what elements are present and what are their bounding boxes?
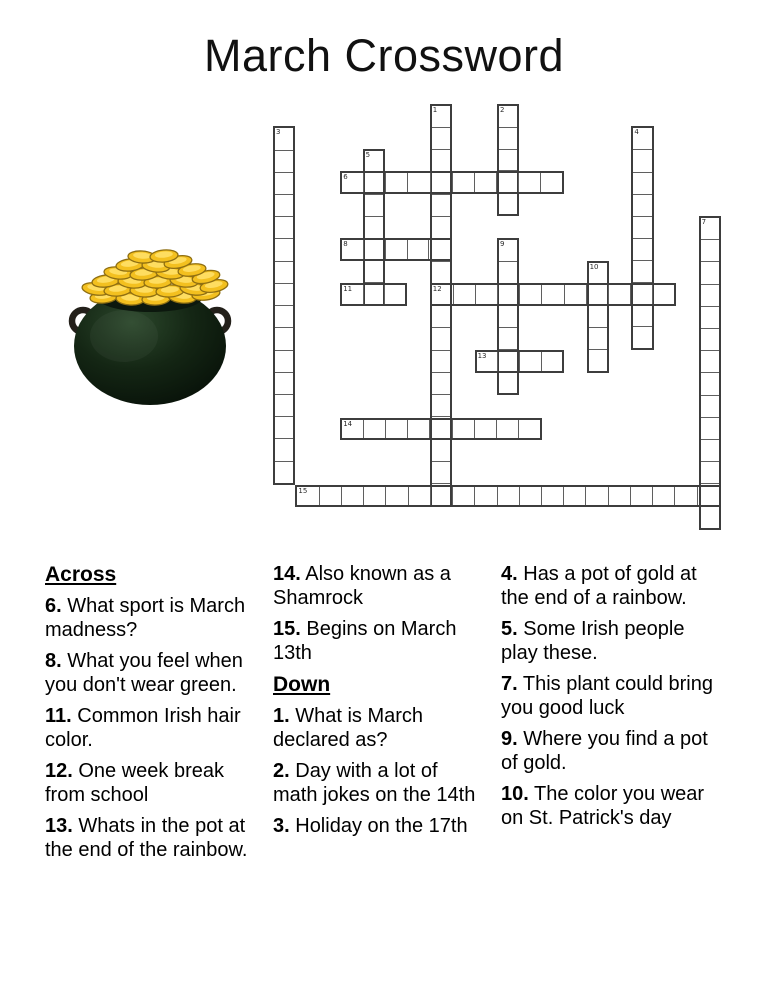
cell-number: 10 [589, 262, 599, 271]
grid-cell[interactable] [631, 285, 653, 303]
grid-cell[interactable] [432, 328, 450, 350]
grid-cell[interactable] [409, 487, 431, 505]
grid-cell[interactable] [701, 462, 719, 484]
grid-cell[interactable] [432, 217, 450, 239]
grid-cell[interactable] [589, 263, 607, 285]
grid-cell[interactable] [275, 306, 293, 328]
grid-cell[interactable] [275, 284, 293, 306]
grid-cell[interactable] [364, 420, 386, 438]
grid-cell[interactable] [453, 173, 475, 191]
grid-cell[interactable] [342, 173, 364, 191]
grid-cell[interactable] [432, 395, 450, 417]
grid-cell[interactable] [386, 173, 408, 191]
grid-cell[interactable] [701, 329, 719, 351]
grid-cell[interactable] [453, 420, 475, 438]
cell-number: 15 [298, 486, 308, 495]
grid-cell[interactable] [653, 285, 674, 303]
grid-cell[interactable] [275, 173, 293, 195]
grid-cell[interactable] [275, 439, 293, 461]
grid-cell[interactable] [454, 285, 476, 303]
grid-cell[interactable] [499, 306, 517, 328]
grid-cell[interactable] [499, 150, 517, 172]
across-heading: Across [45, 563, 117, 586]
grid-cell[interactable] [297, 487, 319, 505]
grid-cell[interactable] [653, 487, 675, 505]
grid-cell[interactable] [275, 328, 293, 350]
grid-cell[interactable] [701, 240, 719, 262]
grid-cell[interactable] [609, 487, 631, 505]
clue-11: 11. Common Irish hair color. [45, 705, 241, 751]
word-14-across [340, 418, 542, 440]
grid-cell[interactable] [475, 420, 497, 438]
grid-cell[interactable] [587, 285, 609, 303]
grid-cell[interactable] [564, 487, 586, 505]
word-15-across [295, 485, 721, 507]
clue-column-1 [45, 562, 257, 869]
grid-cell[interactable] [498, 285, 520, 303]
grid-cell[interactable] [633, 150, 651, 172]
grid-cell[interactable] [497, 173, 519, 191]
grid-cell[interactable] [476, 285, 498, 303]
grid-cell[interactable] [275, 128, 293, 150]
cell-number: 4 [634, 128, 639, 137]
grid-cell[interactable] [432, 128, 450, 150]
cell-number: 11 [343, 285, 353, 294]
grid-cell[interactable] [432, 462, 450, 484]
grid-cell[interactable] [633, 195, 651, 217]
cell-number: 5 [365, 150, 371, 159]
grid-cell[interactable] [431, 487, 453, 505]
grid-cell[interactable] [364, 240, 386, 258]
clue-2: 2. Day with a lot of math jokes on the 14th [273, 760, 476, 806]
grid-cell[interactable] [364, 173, 386, 191]
grid-cell[interactable] [342, 240, 364, 258]
grid-cell[interactable] [519, 173, 541, 191]
grid-cell[interactable] [429, 240, 450, 258]
cell-number: 8 [343, 240, 348, 249]
grid-cell[interactable] [386, 240, 408, 258]
grid-cell[interactable] [701, 373, 719, 395]
cell-number: 2 [500, 106, 505, 114]
grid-cell[interactable] [701, 396, 719, 418]
grid-cell[interactable] [432, 150, 450, 172]
word-1-down [430, 104, 452, 507]
grid-cell[interactable] [701, 506, 719, 527]
grid-cell[interactable] [275, 262, 293, 284]
grid-cell[interactable] [432, 440, 450, 462]
grid-cell[interactable] [475, 173, 497, 191]
clue-13: 13. Whats in the pot at the end of the rainbow. [45, 815, 248, 861]
grid-cell[interactable] [408, 420, 430, 438]
grid-cell[interactable] [342, 420, 364, 438]
grid-cell[interactable] [477, 352, 499, 370]
grid-cell[interactable] [701, 218, 719, 240]
grid-cell[interactable] [701, 440, 719, 462]
grid-cell[interactable] [633, 217, 651, 239]
grid-cell[interactable] [431, 173, 453, 191]
grid-cell[interactable] [565, 285, 587, 303]
cell-number: 6 [343, 173, 348, 182]
grid-cell[interactable] [275, 217, 293, 239]
clue-7: 7. This plant could bring you good luck [501, 673, 713, 719]
grid-cell[interactable] [499, 240, 517, 262]
grid-cell[interactable] [365, 261, 383, 283]
grid-cell[interactable] [542, 487, 564, 505]
clue-column-2 [273, 562, 485, 869]
word-10-down [587, 261, 609, 373]
word-13-across [475, 350, 565, 372]
word-2-down [497, 104, 519, 216]
grid-cell[interactable] [432, 351, 450, 373]
cell-number: 12 [432, 285, 442, 294]
grid-cell[interactable] [275, 351, 293, 373]
grid-cell[interactable] [589, 350, 607, 371]
word-4-down [631, 126, 653, 350]
clue-5: 5. Some Irish people play these. [501, 618, 685, 664]
grid-cell[interactable] [275, 462, 293, 483]
grid-cell[interactable] [701, 285, 719, 307]
grid-cell[interactable] [432, 106, 450, 128]
grid-cell[interactable] [275, 395, 293, 417]
clue-6: 6. What sport is March madness? [45, 595, 246, 641]
page-title: March Crossword [203, 30, 565, 81]
grid-cell[interactable] [408, 173, 430, 191]
grid-cell[interactable] [275, 373, 293, 395]
grid-cell[interactable] [475, 487, 497, 505]
grid-cell[interactable] [498, 352, 520, 370]
clue-14: 14. Also known as a Shamrock [273, 563, 451, 609]
grid-cell[interactable] [589, 306, 607, 328]
cell-number: 14 [343, 419, 353, 428]
word-3-down [273, 126, 295, 484]
word-12-across [430, 283, 676, 305]
grid-cell[interactable] [542, 352, 563, 370]
grid-cell[interactable] [499, 193, 517, 214]
clue-column-3 [501, 562, 717, 869]
grid-cell[interactable] [432, 285, 454, 303]
cell-number: 3 [276, 128, 281, 137]
grid-cell[interactable] [275, 417, 293, 439]
grid-cell[interactable] [364, 285, 385, 303]
cell-number: 13 [477, 352, 487, 361]
clue-4: 4. Has a pot of gold at the end of a rainbow. [501, 563, 697, 609]
cell-number: 9 [500, 240, 505, 249]
grid-cell[interactable] [633, 239, 651, 261]
grid-cell[interactable] [364, 487, 386, 505]
grid-cell[interactable] [698, 487, 719, 505]
clue-9: 9. Where you find a pot of gold. [501, 728, 708, 774]
grid-cell[interactable] [365, 217, 383, 239]
grid-cell[interactable] [453, 487, 475, 505]
grid-cell[interactable] [541, 173, 562, 191]
grid-cell[interactable] [432, 195, 450, 217]
grid-cell[interactable] [432, 306, 450, 328]
grid-cell[interactable] [385, 285, 405, 303]
clue-10: 10. The color you wear on St. Patrick's day [501, 783, 705, 829]
clue-15: 15. Begins on March 13th [273, 618, 457, 664]
grid-cell[interactable] [320, 487, 342, 505]
grid-cell[interactable] [631, 487, 653, 505]
grid-cell[interactable] [386, 487, 408, 505]
grid-cell[interactable] [499, 106, 517, 128]
grid-cell[interactable] [275, 195, 293, 217]
grid-cell[interactable] [633, 327, 651, 348]
grid-cell[interactable] [275, 239, 293, 261]
grid-cell[interactable] [408, 240, 430, 258]
clue-3: 3. Holiday on the 17th [273, 815, 468, 837]
cell-number: 7 [701, 218, 707, 226]
cell-number: 1 [432, 106, 438, 114]
grid-cell[interactable] [701, 418, 719, 440]
grid-cell[interactable] [701, 262, 719, 284]
grid-cell[interactable] [520, 352, 542, 370]
grid-cell[interactable] [499, 328, 517, 350]
grid-cell[interactable] [342, 285, 363, 303]
word-11-across [340, 283, 407, 305]
grid-cell[interactable] [499, 262, 517, 284]
grid-cell[interactable] [342, 487, 364, 505]
grid-cell[interactable] [432, 373, 450, 395]
grid-cell[interactable] [275, 151, 293, 173]
clue-list [45, 562, 717, 869]
grid-cell[interactable] [386, 420, 408, 438]
clue-12: 12. One week break from school [45, 760, 225, 806]
grid-cell[interactable] [365, 195, 383, 217]
grid-cell[interactable] [497, 420, 519, 438]
grid-cell[interactable] [542, 285, 564, 303]
grid-cell[interactable] [499, 128, 517, 150]
grid-cell[interactable] [365, 151, 383, 173]
grid-cell[interactable] [519, 420, 540, 438]
grid-cell[interactable] [675, 487, 697, 505]
clue-8: 8. What you feel when you don't wear green. [45, 650, 243, 696]
grid-cell[interactable] [701, 351, 719, 373]
grid-cell[interactable] [430, 420, 452, 438]
grid-cell[interactable] [520, 487, 542, 505]
grid-cell[interactable] [633, 128, 651, 150]
grid-cell[interactable] [586, 487, 608, 505]
down-heading: Down [273, 673, 331, 696]
grid-cell[interactable] [499, 372, 517, 393]
grid-cell[interactable] [633, 305, 651, 327]
grid-cell[interactable] [609, 285, 631, 303]
word-8-across [340, 238, 452, 260]
grid-cell[interactable] [498, 487, 520, 505]
grid-cell[interactable] [432, 262, 450, 284]
grid-cell[interactable] [701, 307, 719, 329]
word-7-down [699, 216, 721, 530]
grid-cell[interactable] [633, 173, 651, 195]
grid-cell[interactable] [633, 261, 651, 283]
grid-cell[interactable] [589, 328, 607, 350]
clue-1: 1. What is March declared as? [273, 705, 424, 751]
word-6-across [340, 171, 564, 193]
grid-cell[interactable] [520, 285, 542, 303]
